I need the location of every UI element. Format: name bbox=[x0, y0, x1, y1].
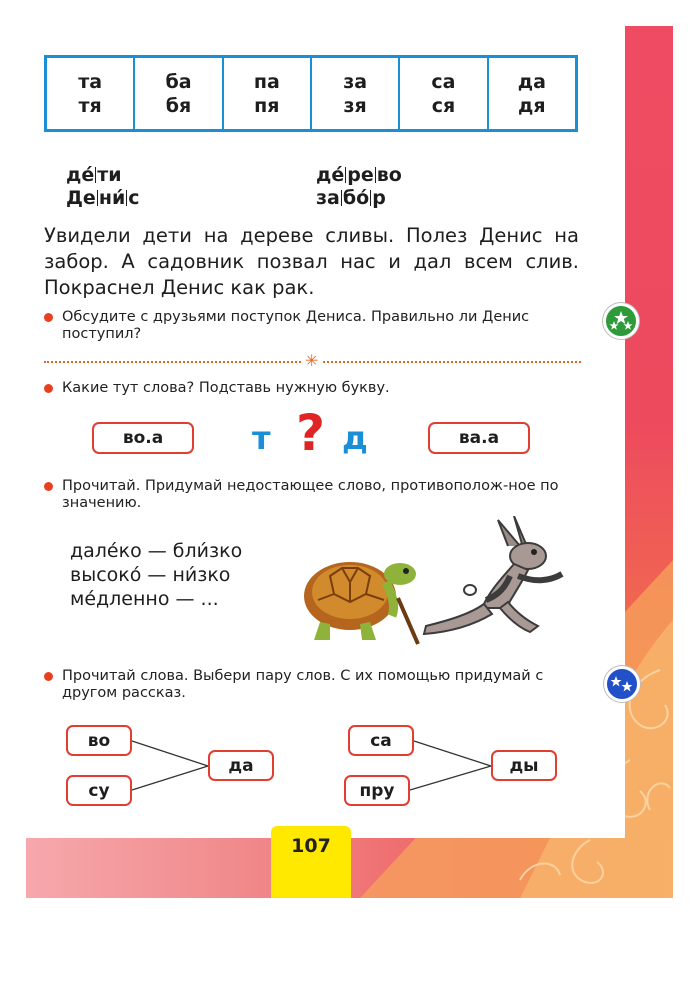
syllable-hard: да bbox=[517, 70, 546, 93]
word-part: ни́ bbox=[98, 187, 126, 209]
opposite-line: дале́ко — бли́зко bbox=[70, 540, 243, 562]
question-mark: ? bbox=[296, 404, 326, 462]
word-part: во bbox=[376, 164, 402, 186]
syllable-soft: зя bbox=[343, 94, 367, 117]
letter-t: т bbox=[252, 419, 271, 457]
word-part: де́ bbox=[316, 164, 345, 186]
syllable-hard: та bbox=[78, 70, 103, 93]
word-part: де́ bbox=[66, 164, 95, 186]
letter-d: д bbox=[342, 419, 368, 457]
syllable-soft: тя bbox=[78, 94, 102, 117]
syllable-soft: дя bbox=[518, 94, 546, 117]
syllable-soft: ся bbox=[431, 94, 456, 117]
syllable-hard: са bbox=[431, 70, 456, 93]
syllable-box-su: су bbox=[66, 775, 132, 806]
divider-star-icon: ✳ bbox=[302, 351, 321, 371]
syllable-hard: ба bbox=[165, 70, 192, 93]
syllable-box-da: да bbox=[208, 750, 274, 781]
opposite-line: ме́дленно — ... bbox=[70, 588, 219, 610]
word-part: с bbox=[128, 187, 140, 209]
syllable-hard: па bbox=[253, 70, 280, 93]
syllable-soft: пя bbox=[254, 94, 280, 117]
word-box-left: во.а bbox=[92, 422, 194, 454]
opposite-line: высоко́ — ни́зко bbox=[70, 564, 231, 586]
syllable-hard: за bbox=[343, 70, 368, 93]
task-discuss-text: Обсудите с друзьями поступок Дениса. Правильно ли Денис поступил? bbox=[62, 309, 530, 342]
syllable-soft: бя bbox=[165, 94, 192, 117]
word-box-right: ва.а bbox=[428, 422, 530, 454]
syllable-box-dy: ды bbox=[491, 750, 557, 781]
task-opposites-text: Прочитай. Придумай недостающее слово, противополож-ное по значению. bbox=[62, 478, 559, 511]
syllable-box-pru: пру bbox=[344, 775, 410, 806]
task-story-text: Прочитай слова. Выбери пару слов. С их помощью придумай с другом рассказ. bbox=[62, 668, 544, 701]
word-part: бо́ bbox=[342, 187, 370, 209]
word-part: р bbox=[372, 187, 386, 209]
word-part: Де bbox=[66, 187, 96, 209]
word-part: ре bbox=[347, 164, 374, 186]
page-number: 107 bbox=[271, 826, 351, 898]
syllable-box-sa: са bbox=[348, 725, 414, 756]
syllable-box-vo: во bbox=[66, 725, 132, 756]
word-part: за bbox=[316, 187, 340, 209]
word-part: ти bbox=[97, 164, 122, 186]
task-letter-text: Какие тут слова? Подставь нужную букву. bbox=[62, 380, 390, 396]
story-text: Увидели дети на дереве сливы. Полез Денис на забор. А садовник позвал нас и дал всем слив. Покраснел Денис как рак. bbox=[44, 224, 579, 299]
